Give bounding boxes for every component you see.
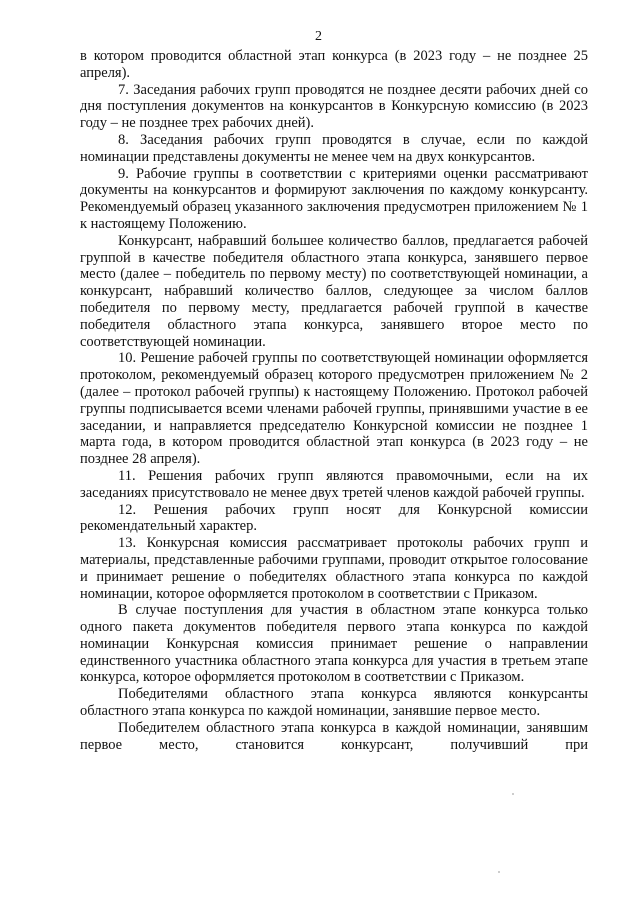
paragraph-single-package: В случае поступления для участия в областном этапе конкурса только одного пакета документов победителя первого этапа конкурса по каждой номинации Конкурсная комиссия принимает решение о направлении единственного участника областного этапа конкурса для участия в третьем этапе конкурса, которое оформляется протоколом в соответствии с Приказом.	[80, 602, 588, 686]
paragraph-item-11: 11. Решения рабочих групп являются правомочными, если на их заседаниях присутствовало не менее двух третей членов каждой рабочей группы.	[80, 467, 588, 501]
paragraph-item-13: 13. Конкурсная комиссия рассматривает протоколы рабочих групп и материалы, представленные рабочими группами, проводит открытое голосование и принимает решение о победителях областного этапа конкурса по каждой номинации, которое оформляется протоколом в соответствии с Приказом.	[80, 535, 588, 602]
paragraph-winners-definition: Победителями областного этапа конкурса являются конкурсанты областного этапа конкурса по каждой номинации, занявшие первое место.	[80, 686, 588, 720]
scan-speck	[498, 871, 500, 873]
paragraph-first-place-winner: Победителем областного этапа конкурса в каждой номинации, занявшим первое место, становится конкурсант, получивший при	[80, 719, 588, 753]
paragraph-item-7: 7. Заседания рабочих групп проводятся не позднее десяти рабочих дней со дня поступления документов на конкурсантов в Конкурсную комиссию (в 2023 году – не позднее трех рабочих дней).	[80, 81, 588, 132]
paragraph-continuation: в котором проводится областной этап конкурса (в 2023 году – не позднее 25 апреля).	[80, 48, 588, 81]
paragraph-item-9: 9. Рабочие группы в соответствии с критериями оценки рассматривают документы на конкурсантов и формируют заключения по каждому конкурсанту. Рекомендуемый образец указанного заключения предусмотрен приложением № 1 к настоящему Положению.	[80, 165, 588, 232]
paragraph-item-8: 8. Заседания рабочих групп проводятся в случае, если по каждой номинации представлены документы не менее чем на двух конкурсантов.	[80, 131, 588, 165]
scan-speck	[512, 793, 514, 795]
body-text	[80, 48, 588, 753]
paragraph-item-12: 12. Решения рабочих групп носят для Конкурсной комиссии рекомендательный характер.	[80, 501, 588, 535]
page-number: 2	[315, 29, 322, 44]
paragraph-item-10: 10. Решение рабочей группы по соответствующей номинации оформляется протоколом, рекомендуемый образец которого предусмотрен приложением № 2 (далее – протокол рабочей группы) к настоящему Положению. Протокол рабочей группы подписывается всеми членами рабочей группы, принявшими участие в ее заседании, и направляется председателю Конкурсной комиссии не позднее 1 марта года, в котором проводится областной этап конкурса (в 2023 году – не позднее 28 апреля).	[80, 350, 588, 468]
paragraph-winner-selection: Конкурсант, набравший большее количество баллов, предлагается рабочей группой в качестве победителя областного этапа конкурса, занявшего первое место (далее – победитель по первому месту) по соответствующей номинации, а конкурсант, набравший количество баллов, следующее за числом баллов победителя по первому месту, предлагается рабочей группой в качестве победителя областного этапа конкурса, занявшего второе место по соответствующей номинации.	[80, 232, 588, 350]
